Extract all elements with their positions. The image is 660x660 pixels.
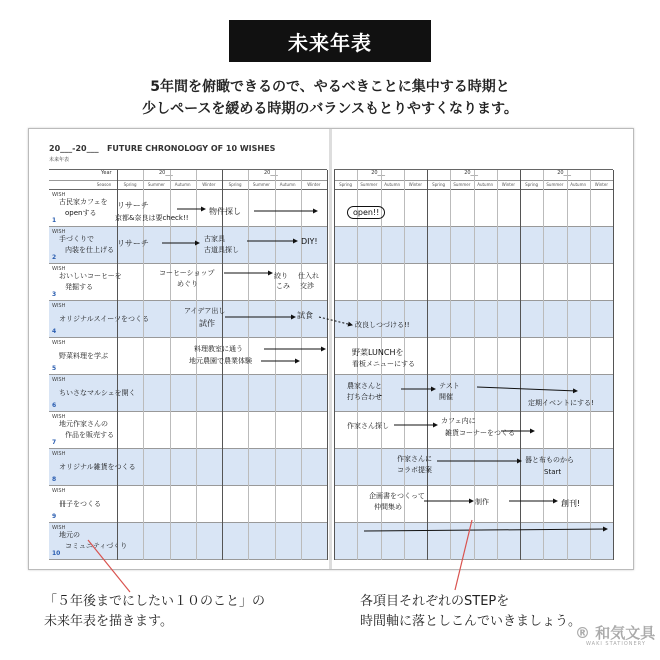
season-cell-summer: Summer	[546, 182, 564, 187]
caption-right-line-1: 各項目それぞれのSTEPを	[360, 594, 510, 609]
note-r8-artists: 作家さんに	[397, 455, 432, 463]
wish-label: WISH	[52, 340, 66, 346]
note-r2-tools: 古道具探し	[204, 246, 239, 254]
season-cell-spring: Spring	[432, 182, 446, 187]
wish-number: 8	[52, 476, 57, 483]
note-r9-plan: 企画書をつくって	[369, 492, 425, 500]
note-r3-narrow-2: こみ	[276, 282, 290, 290]
year-label: Year	[101, 170, 112, 176]
season-cell-summer: Summer	[147, 182, 165, 187]
season-cell-winter: Winter	[501, 182, 515, 187]
page-title: 未来年表	[229, 20, 431, 62]
year-heading: 20___	[264, 170, 278, 176]
note-r1-open: open!!	[347, 206, 385, 219]
season-cell-winter: Winter	[408, 182, 422, 187]
season-cell-autumn: Autumn	[477, 182, 494, 187]
wish-text: 冊子をつくる	[59, 500, 101, 508]
wish-text: おいしいコーヒーを	[59, 272, 122, 280]
year-heading: 20___	[557, 170, 572, 176]
intro-line-1: 5年間を俯瞰できるので、やるべきことに集中する時期と	[150, 79, 510, 95]
season-cell-summer: Summer	[252, 182, 270, 187]
wish-text: オリジナルスイーツをつくる	[59, 315, 150, 323]
wish-text: 古民家カフェを	[59, 198, 108, 206]
year-heading: 20___	[159, 170, 173, 176]
note-r3-purchase: 仕入れ	[298, 272, 319, 280]
note-r4-improve: 改良しつづける!!	[355, 321, 410, 329]
note-r6-regular: 定期イベントにする!	[528, 399, 594, 407]
note-r8-collab: コラボ提案	[397, 466, 432, 474]
season-cell-spring: Spring	[228, 182, 242, 187]
note-r2-research: リサーチ	[117, 239, 149, 248]
note-r3-negotiate: 交渉	[300, 282, 314, 290]
wish-label: WISH	[52, 377, 66, 383]
wish-text-2: 発掘する	[65, 283, 93, 291]
season-cell-spring: Spring	[339, 182, 353, 187]
brand-logo: ® 和気文具	[575, 624, 656, 642]
season-label: Season	[96, 182, 112, 187]
season-cell-summer: Summer	[453, 182, 471, 187]
note-r5-cooking: 料理教室に通う	[194, 345, 243, 353]
note-r3-narrow: 絞り	[274, 272, 288, 280]
season-cell-autumn: Autumn	[570, 182, 587, 187]
note-r5-lunch: 野菜LUNCHを	[352, 348, 404, 357]
wish-number: 6	[52, 402, 57, 409]
wish-label: WISH	[52, 451, 66, 457]
caption-left-line-1: 「５年後までにしたい１０のこと」の	[44, 594, 266, 609]
wish-number: 10	[52, 550, 61, 557]
note-r3-tour: めぐり	[177, 280, 198, 288]
caption-right	[360, 592, 581, 632]
note-r9-produce: 制作	[475, 498, 489, 506]
wish-text-2: openする	[65, 209, 97, 217]
brand-logo-sub: WAKI STATIONERY	[586, 641, 646, 647]
wish-text: 手づくりで	[59, 235, 94, 243]
season-cell-autumn: Autumn	[384, 182, 401, 187]
note-r7-corner: 雑貨コーナーをつくる	[445, 429, 515, 437]
chronology-subtitle: 未来年表	[49, 157, 70, 163]
note-r7-cafe: カフェ内に	[441, 417, 476, 425]
wish-text: 地元の	[59, 531, 80, 539]
note-r6-farmers: 農家さんと	[347, 382, 382, 390]
wish-text-2: 内装を仕上げる	[65, 246, 114, 254]
season-cell-winter: Winter	[594, 182, 608, 187]
note-r9-team: 仲間集め	[374, 503, 402, 511]
note-r6-meeting: 打ち合わせ	[347, 393, 382, 401]
wish-label: WISH	[52, 229, 66, 235]
note-r8-start: Start	[544, 468, 562, 476]
note-r5-signature: 看板メニューにする	[352, 360, 415, 368]
year-range: 20___-20___	[49, 144, 99, 153]
season-cell-winter: Winter	[202, 182, 216, 187]
year-heading: 20___	[371, 170, 386, 176]
season-cell-spring: Spring	[525, 182, 539, 187]
wish-text-2: コミュニティづくり	[65, 542, 128, 550]
year-heading: 20___	[464, 170, 479, 176]
note-r2-furniture: 古家具	[204, 235, 225, 243]
wish-number: 2	[52, 254, 57, 261]
season-cell-autumn: Autumn	[174, 182, 191, 187]
note-r2-diy: DIY!	[301, 237, 318, 246]
season-cell-autumn: Autumn	[279, 182, 296, 187]
wish-label: WISH	[52, 266, 66, 272]
wish-text: オリジナル雑貨をつくる	[59, 463, 136, 471]
note-r9-launch: 創刊!	[561, 499, 581, 508]
chronology-title: FUTURE CHRONOLOGY OF 10 WISHES	[106, 144, 276, 153]
note-r6-test: テスト	[439, 382, 460, 390]
wish-number: 9	[52, 513, 57, 520]
intro-line-2: 少しペースを緩める時期のバランスもとりやすくなります。	[142, 101, 518, 117]
note-r4-ideas: アイデア出し	[184, 307, 226, 315]
note-r7-artists: 作家さん探し	[347, 422, 389, 430]
note-r1-property: 物件探し	[209, 207, 241, 216]
note-r5-farm: 地元農園で農業体験	[189, 357, 252, 365]
wish-text: 地元作家さんの	[59, 420, 108, 428]
season-cell-winter: Winter	[307, 182, 321, 187]
caption-left-line-2: 未来年表を描きます。	[44, 614, 173, 629]
note-r3-shops: コーヒーショップ	[159, 269, 215, 277]
wish-label: WISH	[52, 525, 66, 531]
wish-text: 野菜料理を学ぶ	[59, 352, 108, 360]
wish-number: 1	[52, 217, 57, 224]
wish-label: WISH	[52, 303, 66, 309]
caption-right-line-2: 時間軸に落としこんでいきましょう。	[360, 614, 582, 629]
season-cell-summer: Summer	[360, 182, 378, 187]
wish-label: WISH	[52, 192, 66, 198]
caption-left	[44, 592, 265, 632]
note-r1-check: 京都&奈良は要check!!	[115, 214, 189, 222]
wish-number: 7	[52, 439, 57, 446]
note-r1-research: リサーチ	[117, 201, 149, 210]
wish-number: 3	[52, 291, 57, 298]
wish-label: WISH	[52, 414, 66, 420]
wish-text-2: 作品を販売する	[65, 431, 114, 439]
note-r6-held: 開催	[439, 393, 453, 401]
callout-line-left	[88, 540, 130, 592]
wish-text: ちいさなマルシェを開く	[59, 389, 136, 397]
wish-number: 5	[52, 365, 57, 372]
note-r4-tasting: 試食	[297, 311, 313, 320]
callout-line-right	[455, 520, 472, 590]
season-cell-spring: Spring	[123, 182, 137, 187]
wish-label: WISH	[52, 488, 66, 494]
wish-number: 4	[52, 328, 57, 335]
note-r8-goods: 器と布ものから	[525, 456, 574, 464]
note-r4-prototype: 試作	[199, 319, 215, 328]
